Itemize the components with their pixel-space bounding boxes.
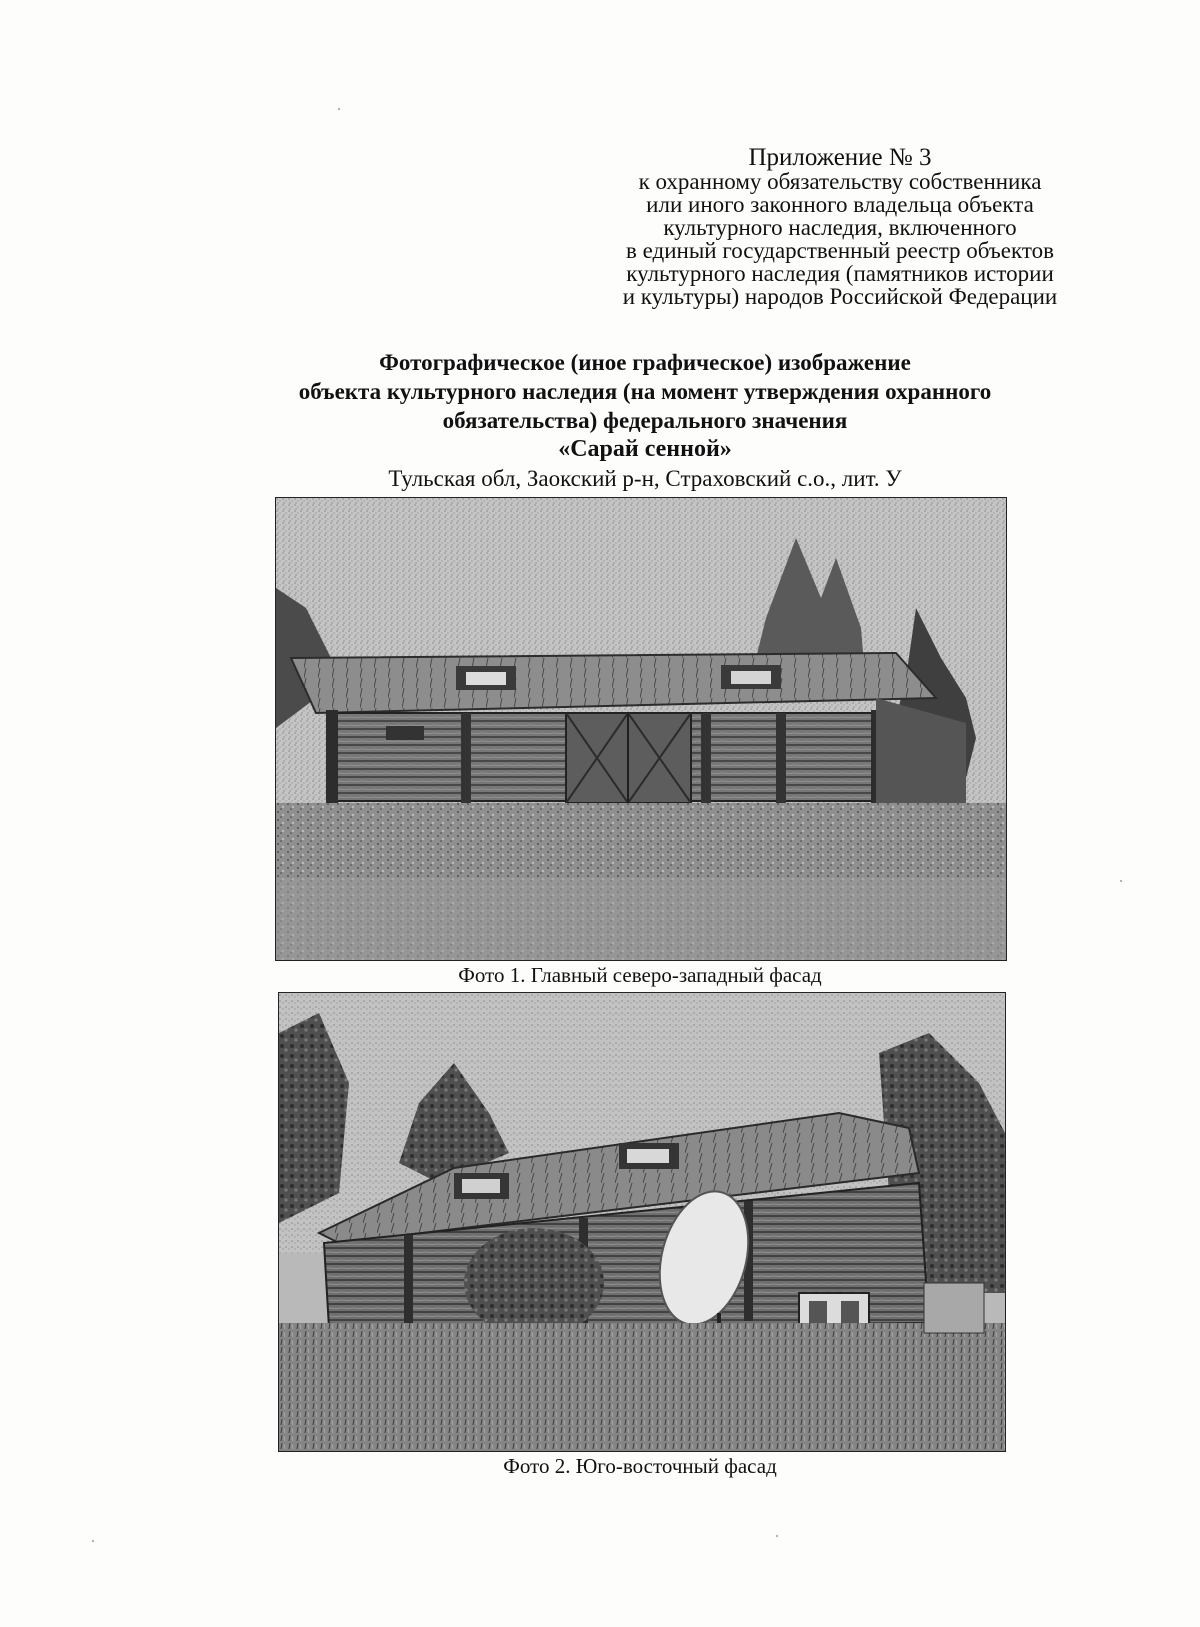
appendix-line: культурного наследия (памятников истории xyxy=(626,261,1054,286)
title-line: объекта культурного наследия (на момент утверждения охранного xyxy=(298,379,992,404)
photo-2 xyxy=(278,992,1006,1452)
scan-speck xyxy=(1120,880,1122,882)
appendix-number: Приложение № 3 xyxy=(748,144,932,171)
object-name: «Сарай сенной» xyxy=(558,436,732,462)
appendix-line: и культуры) народов Российской Федерации xyxy=(622,284,1058,309)
photo-1 xyxy=(275,497,1007,961)
photo-1-caption: Фото 1. Главный северо-западный фасад xyxy=(458,963,822,987)
document-title xyxy=(150,348,1140,494)
appendix-line: или иного законного владельца объекта xyxy=(646,192,1034,217)
photo-1-image xyxy=(276,498,1006,960)
scan-speck xyxy=(338,108,340,110)
title-line: Фотографическое (иное графическое) изображение xyxy=(379,350,911,375)
title-line: обязательства) федерального значения xyxy=(442,408,848,433)
appendix-line: к охранному обязательству собственника xyxy=(638,169,1042,194)
appendix-line: культурного наследия, включенного xyxy=(663,215,1017,240)
photo-2-caption: Фото 2. Юго-восточный фасад xyxy=(503,1454,777,1478)
scan-speck xyxy=(776,1535,778,1537)
appendix-line: в единый государственный реестр объектов xyxy=(626,238,1054,263)
appendix-header xyxy=(560,146,1120,308)
object-address: Тульская обл, Заокский р-н, Страховский с.о., лит. У xyxy=(388,466,902,491)
photo-2-image xyxy=(279,993,1005,1451)
scan-speck xyxy=(92,1540,94,1542)
